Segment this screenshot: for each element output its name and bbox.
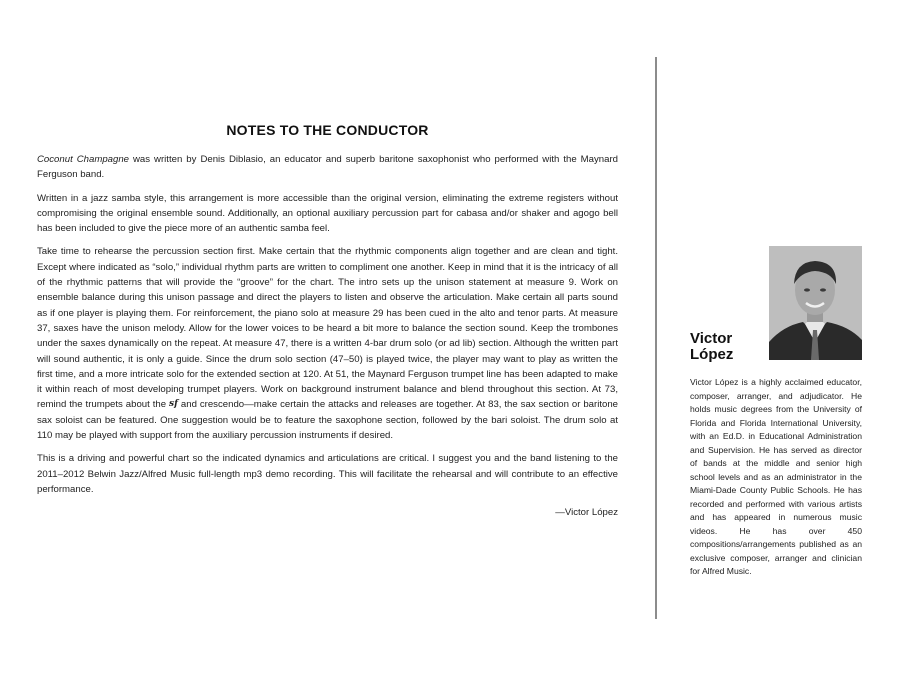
conductor-notes: [37, 122, 618, 518]
notes-paragraph-4: This is a driving and powerful chart so the indicated dynamics and articulations are critical. I suggest you and the band listening to the 2011–2012 Belwin Jazz/Alfred Music full-length mp3 demo recording. This will facilitate the rehearsal and will contribute to an effective performance.: [37, 453, 618, 495]
signature: —Victor López: [555, 507, 618, 519]
piece-title: Coconut Champagne: [37, 154, 129, 165]
notes-paragraph-2: Written in a jazz samba style, this arrangement is more accessible than the original version, eliminating the extreme registers without compromising the original ensemble sound. Additionally, an optional auxiliary percussion part for cabasa and/or shaker and agogo bell has been included to give the piece more of an authentic samba feel.: [37, 192, 618, 235]
portrait-image: [769, 246, 862, 360]
bio-text: Victor López is a highly acclaimed educator, composer, arranger, and adjudicator. He holds music degrees from the University of Florida and Florida International University, with an Ed.D. in Educational Administration and Supervision. He has served as director of bands at the middle and senior high school levels and as an administrator in the Miami-Dade County Public Schools. He has recorded and performed with various artists and has appeared in numerous music videos. He has over 450 compositions/arrangements published as an exclusive composer, arranger and clinician for Alfred Music.: [690, 377, 862, 576]
notes-title: NOTES TO THE CONDUCTOR: [226, 122, 429, 138]
sforzando-dynamic-icon: sf: [169, 399, 178, 410]
notes-paragraph-1: [37, 152, 618, 183]
author-name: [690, 331, 733, 363]
paragraph-3-text-a: Take time to rehearse the percussion section first. Make certain that the rhythmic components align together and are clean and tight. Except where indicated as “solo,” individual rhythm parts are written to compliment one another. Keep in mind that it is the intricacy of all of the rhythmic patterns that will provide the “groove” for the chart. The intro sets up the unison statement at measure 9. Work on ensemble balance during this unison passage and direct the players to listen and observe the articulation. Make certain all parts sound as if one player is playing them. For reinforcement, the piano solo at measure 29 has been cued in the alto and tenor parts. At measure 37, saxes have the unison melody. Allow for the lower voices to be heard a bit more to balance the section sound. Keep the trombones under the saxes dynamically on the repeat. At measure 47, there is a written 4-bar drum solo (or ad lib) section. Although the written part will sound authentic, it is only a guide. Since the drum solo section (47–50) is played twice, the player may want to play as written the first time, and a more intricate solo for the extended section at 120. At 51, the Maynard Ferguson trumpet line has been adapted to make it within reach of most developing trumpet players. Work on background instrument balance and blend throughout this section. At 73, remind the trumpets about the: [37, 246, 618, 411]
paragraph-3-text-b: and crescendo—make certain the attacks and releases are together. At 83, the sax section or baritone sax soloist can be featured. One suggestion would be to feature the saxophone section, followed by the bari soloist. The drum solo at 110 may be played with support from the auxiliary percussion instruments if desired.: [37, 399, 618, 442]
column-divider: [655, 57, 657, 619]
notes-paragraph-3: [37, 244, 618, 443]
paragraph-1-text: was written by Denis Diblasio, an educator and superb baritone saxophonist who performed with the Maynard Ferguson band.: [37, 154, 618, 181]
author-photo: [769, 246, 862, 360]
author-last-name: López: [690, 346, 734, 363]
author-first-name: Victor: [690, 330, 733, 347]
